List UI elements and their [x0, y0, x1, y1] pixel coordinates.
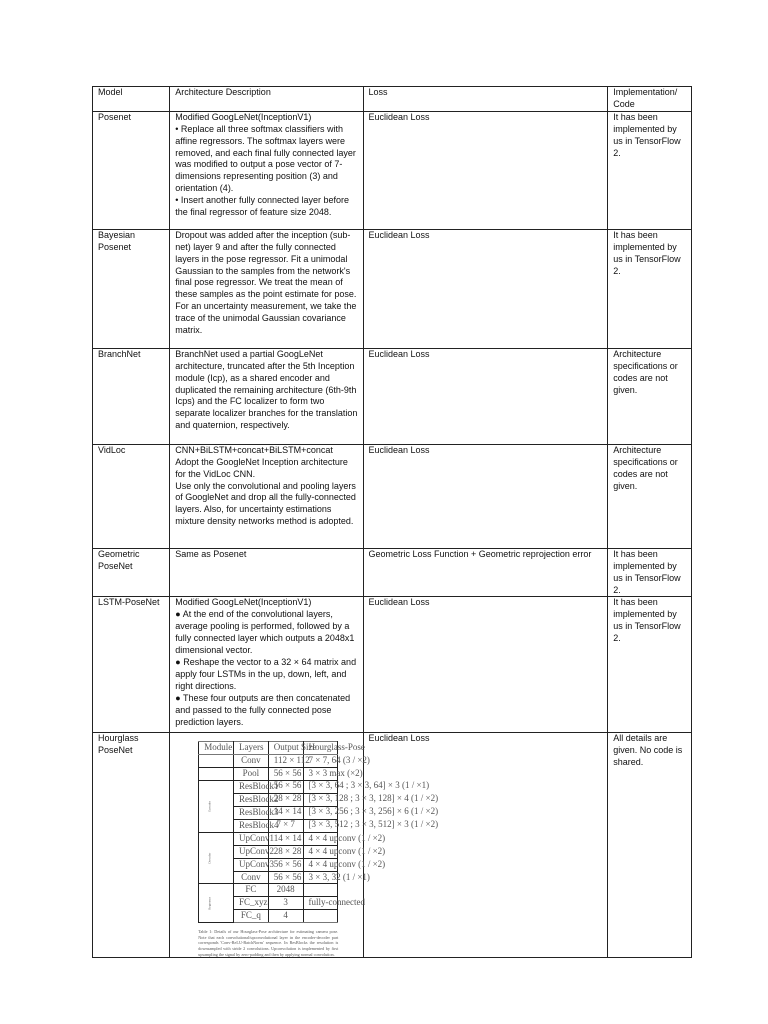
cell-text: • Replace all three softmax classifiers with affine regressors. The softmax layers were removed, and each final fully connected layer was modified to output a pose vector of 7-dimensions representing position (3) and orientation (4).: [175, 123, 356, 194]
table-row: [93, 597, 692, 733]
cell-text: ● These four outputs are then concatenated and passed to the fully connected pose prediction layers.: [175, 692, 351, 727]
loss-cell: [363, 229, 608, 348]
figure-cell: fully-connected: [303, 897, 338, 910]
cell-text: It has been implemented by us in TensorFlow 2.: [613, 597, 681, 644]
cell-text: Dropout was added after the inception (sub-net) layer 9 and after the fully connected layers in the pose regressor. Fit a unimodal Gaussian to the samples from the network's final pose regressor. We treat the mean of these samples as the point estimate for pose. For an uncertainty measurement, we take the trace of the unimodal Gaussian covariance matrix.: [175, 229, 357, 336]
architecture-cell: [170, 111, 363, 229]
figure-group-label: Decoder: [199, 832, 234, 884]
comparison-table: [92, 86, 692, 958]
loss-cell: [363, 733, 608, 958]
figure-cell: [303, 910, 338, 923]
cell-text: BranchNet used a partial GoogLeNet architecture, truncated after the 5th Inception module (Icp), as a shared encoder and duplicated the remaining architecture (6th-9th Icps) and the FC localizer to form two separate localizer branches for the translation and quaternion, respectively.: [175, 348, 358, 431]
cell-text: BranchNet: [98, 348, 141, 359]
table-row: [93, 444, 692, 548]
header-cell: [93, 87, 170, 112]
cell-text: ● At the end of the convolutional layers, average pooling is performed, followed by a fully connected layer which outputs a 2048x1 dimensional vector.: [175, 609, 355, 656]
figure-header-cell: Output Size: [268, 742, 303, 755]
cell-text: Architecture specifications or codes are not given.: [613, 348, 678, 395]
cell-text: It has been implemented by us in TensorFlow 2.: [613, 548, 681, 595]
figure-cell: ResBlock4: [234, 819, 269, 832]
figure-cell: Pool: [234, 768, 269, 781]
figure-cell: FC_xyz: [234, 897, 269, 910]
implementation-cell: [608, 229, 692, 348]
figure-table: [198, 741, 439, 923]
figure-group-label: Regressor: [199, 884, 234, 923]
table-row: [93, 111, 692, 229]
model-cell: [93, 444, 170, 548]
loss-cell: [363, 348, 608, 444]
loss-cell: [363, 444, 608, 548]
figure-cell: 14 × 14: [268, 806, 303, 819]
cell-text: CNN+BiLSTM+concat+BiLSTM+concat: [175, 444, 333, 455]
figure-row: [199, 768, 338, 781]
implementation-cell: [608, 548, 692, 597]
implementation-cell: [608, 733, 692, 958]
figure-header-cell: Module: [199, 742, 234, 755]
figure-header-row: [199, 742, 338, 755]
header-label: Model: [98, 87, 123, 97]
figure-cell: ResBlock1: [234, 781, 269, 794]
figure-cell: 7 × 7: [268, 819, 303, 832]
cell-text: LSTM-PoseNet: [98, 597, 160, 608]
cell-text: Modified GoogLeNet(InceptionV1): [175, 597, 312, 608]
figure-cell: [303, 884, 338, 897]
figure-cell: 28 × 28: [268, 794, 303, 807]
figure-cell: Conv: [234, 871, 269, 884]
figure-cell: 3 × 3, 32 (1 / ×1): [303, 871, 338, 884]
figure-cell: ResBlock3: [234, 806, 269, 819]
architecture-cell: [170, 597, 363, 733]
table-row: [93, 733, 692, 958]
cell-text: Euclidean Loss: [368, 597, 430, 608]
cell-text: Euclidean Loss: [368, 733, 430, 744]
cell-text: Same as Posenet: [175, 548, 247, 559]
figure-row: [199, 781, 338, 794]
figure-module-cell: [199, 755, 234, 768]
architecture-cell: [170, 548, 363, 597]
cell-text: Euclidean Loss: [368, 111, 430, 122]
architecture-cell: [170, 348, 363, 444]
implementation-cell: [608, 444, 692, 548]
implementation-cell: [608, 348, 692, 444]
figure-cell: 56 × 56: [268, 871, 303, 884]
cell-text: Use only the convolutional and pooling layers of GoogleNet and drop all the fully-connected layers. Also, for uncertainty estimations mixture density networks method is adopted.: [175, 480, 356, 527]
table-row: [93, 548, 692, 597]
figure-cell: FC: [234, 884, 269, 897]
figure-cell: 14 × 14: [268, 832, 303, 845]
cell-text: Posenet: [98, 111, 132, 122]
figure-header-cell: Layers: [234, 742, 269, 755]
loss-cell: [363, 111, 608, 229]
model-cell: [93, 548, 170, 597]
figure-group-label: Encoder: [199, 781, 234, 833]
architecture-cell: [170, 444, 363, 548]
header-cell: [363, 87, 608, 112]
cell-text: It has been implemented by us in TensorFlow 2.: [613, 111, 681, 158]
figure-cell: 2048: [268, 884, 303, 897]
cell-text: Bayesian: [98, 229, 136, 240]
table-row: [93, 229, 692, 348]
cell-text: Euclidean Loss: [368, 229, 430, 240]
figure-cell: 3 × 3 max (×2): [303, 768, 338, 781]
implementation-cell: [608, 111, 692, 229]
embedded-figure: [198, 741, 439, 957]
header-row: [93, 87, 692, 112]
cell-text: Modified GoogLeNet(InceptionV1): [175, 111, 312, 122]
figure-cell: 28 × 28: [268, 845, 303, 858]
model-cell: [93, 597, 170, 733]
cell-text: Posenet: [98, 241, 132, 252]
cell-text: Euclidean Loss: [368, 444, 430, 455]
figure-cell: ResBlock2: [234, 794, 269, 807]
cell-text: Architecture specifications or codes are not given.: [613, 444, 678, 491]
cell-text: ● Reshape the vector to a 32 × 64 matrix and apply four LSTMs in the up, down, left, and right directions.: [175, 656, 357, 691]
header-label: Loss: [368, 87, 388, 97]
figure-row: [199, 755, 338, 768]
figure-cell: [3 × 3, 128 ; 3 × 3, 128] × 4 (1 / ×2): [303, 794, 338, 807]
figure-cell: 112 × 112: [268, 755, 303, 768]
figure-module-cell: [199, 768, 234, 781]
cell-text: Adopt the GoogleNet Inception architecture for the VidLoc CNN.: [175, 456, 348, 479]
cell-text: Geometric Loss Function + Geometric reprojection error: [368, 548, 592, 559]
header-cell: [608, 87, 692, 112]
header-label: Architecture Description: [175, 87, 271, 97]
cell-text: VidLoc: [98, 444, 126, 455]
figure-cell: 4: [268, 910, 303, 923]
cell-text: PoseNet: [98, 560, 133, 571]
header-label: Code: [613, 98, 635, 109]
figure-row: [199, 884, 338, 897]
figure-cell: [3 × 3, 256 ; 3 × 3, 256] × 6 (1 / ×2): [303, 806, 338, 819]
implementation-cell: [608, 597, 692, 733]
header-cell: [170, 87, 363, 112]
model-cell: [93, 111, 170, 229]
figure-cell: Conv: [234, 755, 269, 768]
figure-cell: 4 × 4 upconv (1 / ×2): [303, 858, 338, 871]
cell-text: Euclidean Loss: [368, 348, 430, 359]
cell-text: It has been implemented by us in TensorFlow 2.: [613, 229, 681, 276]
cell-text: All details are given. No code is shared.: [613, 733, 683, 768]
figure-cell: 56 × 56: [268, 781, 303, 794]
figure-cell: UpConv1: [234, 832, 269, 845]
figure-header-cell: Hourglass-Pose: [303, 742, 338, 755]
table-row: [93, 348, 692, 444]
figure-cell: [3 × 3, 512 ; 3 × 3, 512] × 3 (1 / ×2): [303, 819, 338, 832]
cell-text: Hourglass: [98, 733, 139, 744]
figure-cell: UpConv2: [234, 845, 269, 858]
model-cell: [93, 348, 170, 444]
figure-cell: 7 × 7, 64 (3 / ×2): [303, 755, 338, 768]
cell-text: PoseNet: [98, 745, 133, 756]
figure-cell: 56 × 56: [268, 768, 303, 781]
architecture-cell: [170, 229, 363, 348]
cell-text: Geometric: [98, 548, 140, 559]
loss-cell: [363, 548, 608, 597]
loss-cell: [363, 597, 608, 733]
figure-cell: 56 × 56: [268, 858, 303, 871]
figure-cell: 4 × 4 upconv (1 / ×2): [303, 832, 338, 845]
cell-text: • Insert another fully connected layer before the final regressor of feature size 2048.: [175, 195, 350, 218]
header-label: Implementation/: [613, 87, 678, 97]
figure-cell: 4 × 4 upconv (1 / ×2): [303, 845, 338, 858]
figure-cell: FC_q: [234, 910, 269, 923]
figure-row: [199, 832, 338, 845]
figure-cell: [3 × 3, 64 ; 3 × 3, 64] × 3 (1 / ×1): [303, 781, 338, 794]
figure-cell: 3: [268, 897, 303, 910]
model-cell: [93, 229, 170, 348]
model-cell: [93, 733, 170, 958]
figure-cell: UpConv3: [234, 858, 269, 871]
figure-caption: Table 1: Details of our Hourglass-Pose architecture for estimating camera pose. Note that each convolutional/upconvolutional layer in the encoder-decoder part corresponds 'Conv-ReLU-BatchNorm' sequence. In ResBlocks the resolution is downsampled with stride 2 convolutions. Upconvolution is implemented by first upsampling the signal by zero-padding and then by applying normal convolution.: [198, 929, 339, 957]
